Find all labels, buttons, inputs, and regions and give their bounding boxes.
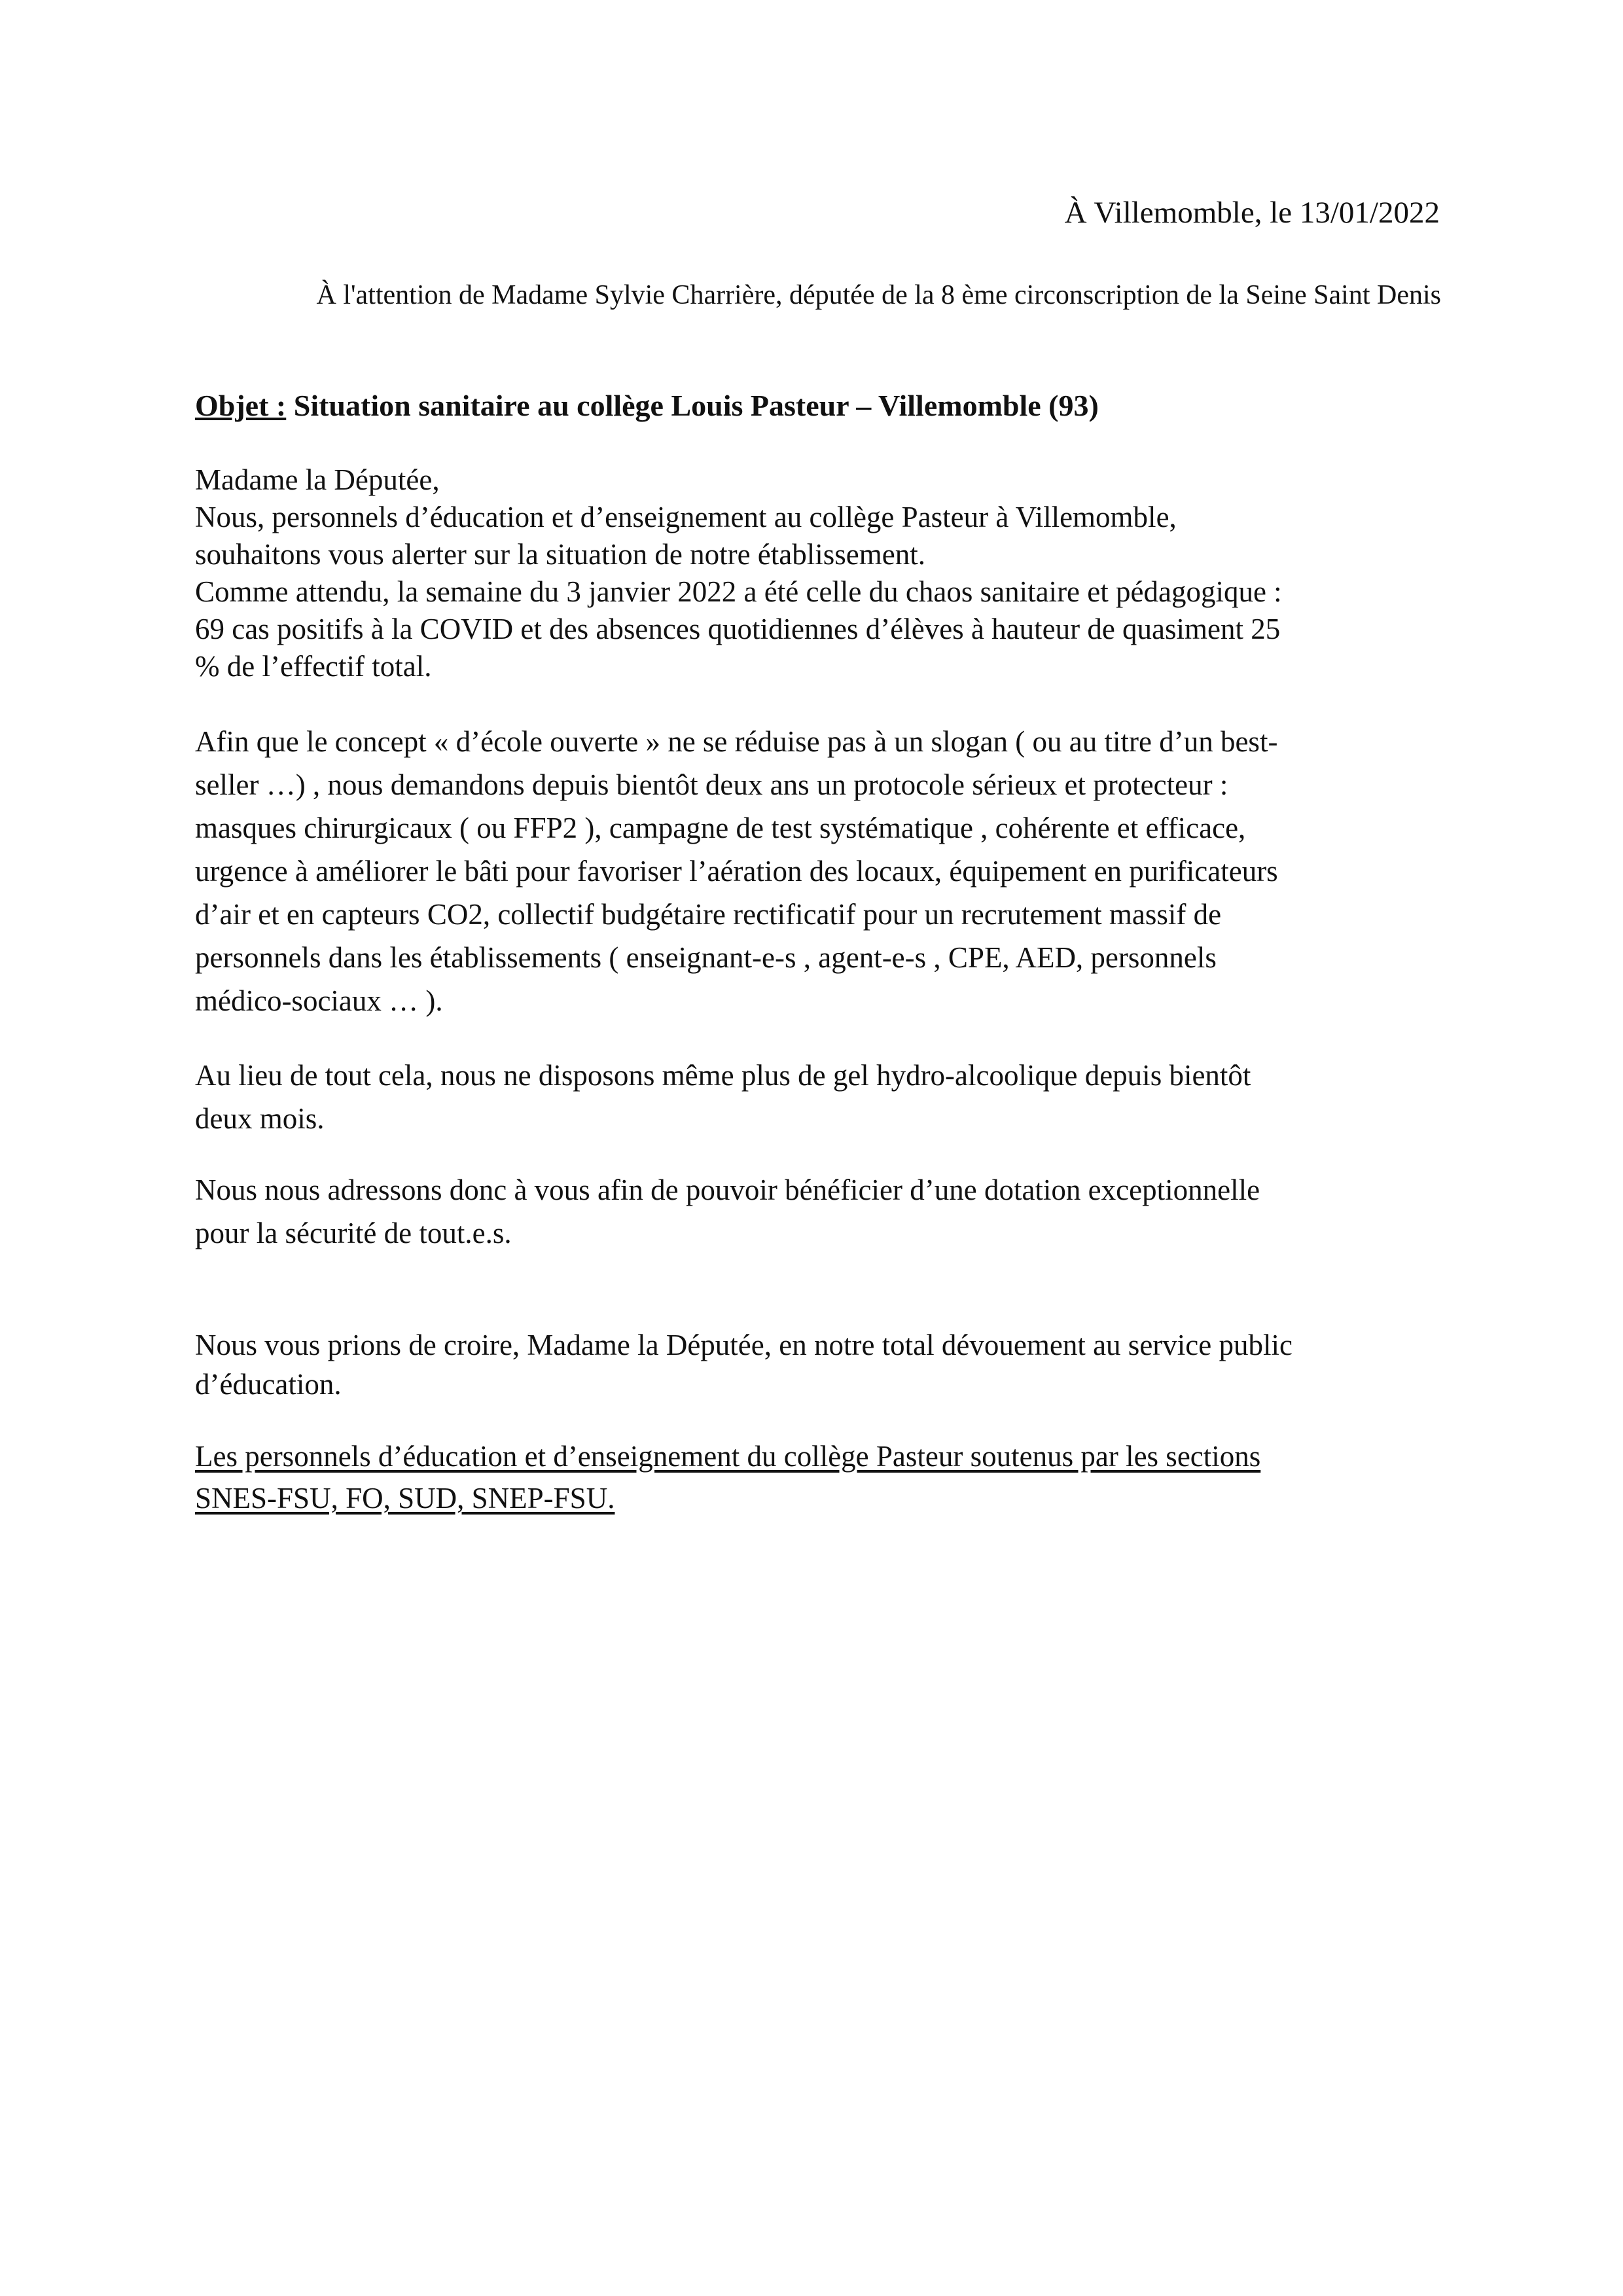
text-line: Nous, personnels d’éducation et d’enseignement au collège Pasteur à Villemomble, (195, 501, 1177, 533)
signature-line: Les personnels d’éducation et d’enseignement du collège Pasteur soutenus par les sections (195, 1440, 1261, 1473)
attention-line: À l'attention de Madame Sylvie Charrière, députée de la 8 ème circonscription de la Seine Saint Denis (316, 280, 1441, 310)
text-line: d’air et en capteurs CO2, collectif budgétaire rectificatif pour un recrutement massif de (195, 898, 1222, 931)
signature-line: SNES-FSU, FO, SUD, SNEP-FSU. (195, 1482, 615, 1515)
date-line: À Villemomble, le 13/01/2022 (1064, 196, 1440, 230)
closing-paragraph (195, 1325, 1458, 1404)
gel-paragraph (195, 1054, 1458, 1140)
text-line: 69 cas positifs à la COVID et des absences quotidiennes d’élèves à hauteur de quasiment 25 (195, 613, 1281, 645)
demands-paragraph (195, 720, 1458, 1022)
text-line: Au lieu de tout cela, nous ne disposons même plus de gel hydro-alcoolique depuis bientôt (195, 1059, 1251, 1092)
text-line: % de l’effectif total. (195, 650, 432, 683)
subject-text: Situation sanitaire au collège Louis Pasteur – Villemomble (93) (286, 389, 1099, 422)
text-line: Afin que le concept « d’école ouverte » ne se réduise pas à un slogan ( ou au titre d’un best- (195, 725, 1278, 758)
text-line: deux mois. (195, 1102, 325, 1135)
text-line: urgence à améliorer le bâti pour favoriser l’aération des locaux, équipement en purificateurs (195, 855, 1278, 888)
text-line: masques chirurgicaux ( ou FFP2 ), campagne de test systématique , cohérente et efficace, (195, 812, 1246, 844)
request-paragraph (195, 1168, 1458, 1255)
text-line: Madame la Députée, (195, 463, 440, 496)
text-line: souhaitons vous alerter sur la situation de notre établissement. (195, 538, 925, 571)
text-line: Nous vous prions de croire, Madame la Députée, en notre total dévouement au service public (195, 1329, 1293, 1361)
text-line: seller …) , nous demandons depuis bientôt deux ans un protocole sérieux et protecteur : (195, 768, 1228, 801)
text-line: Comme attendu, la semaine du 3 janvier 2022 a été celle du chaos sanitaire et pédagogique : (195, 575, 1282, 608)
text-line: médico-sociaux … ). (195, 984, 443, 1017)
text-line: Nous nous adressons donc à vous afin de pouvoir bénéficier d’une dotation exceptionnelle (195, 1174, 1260, 1206)
text-line: pour la sécurité de tout.e.s. (195, 1217, 512, 1249)
text-line: d’éducation. (195, 1368, 342, 1401)
signature (195, 1435, 1458, 1519)
subject-label: Objet : (195, 389, 287, 422)
intro-paragraph (195, 461, 1458, 685)
subject-line (195, 386, 1099, 425)
text-line: personnels dans les établissements ( enseignant-e-s , agent-e-s , CPE, AED, personnels (195, 941, 1217, 974)
